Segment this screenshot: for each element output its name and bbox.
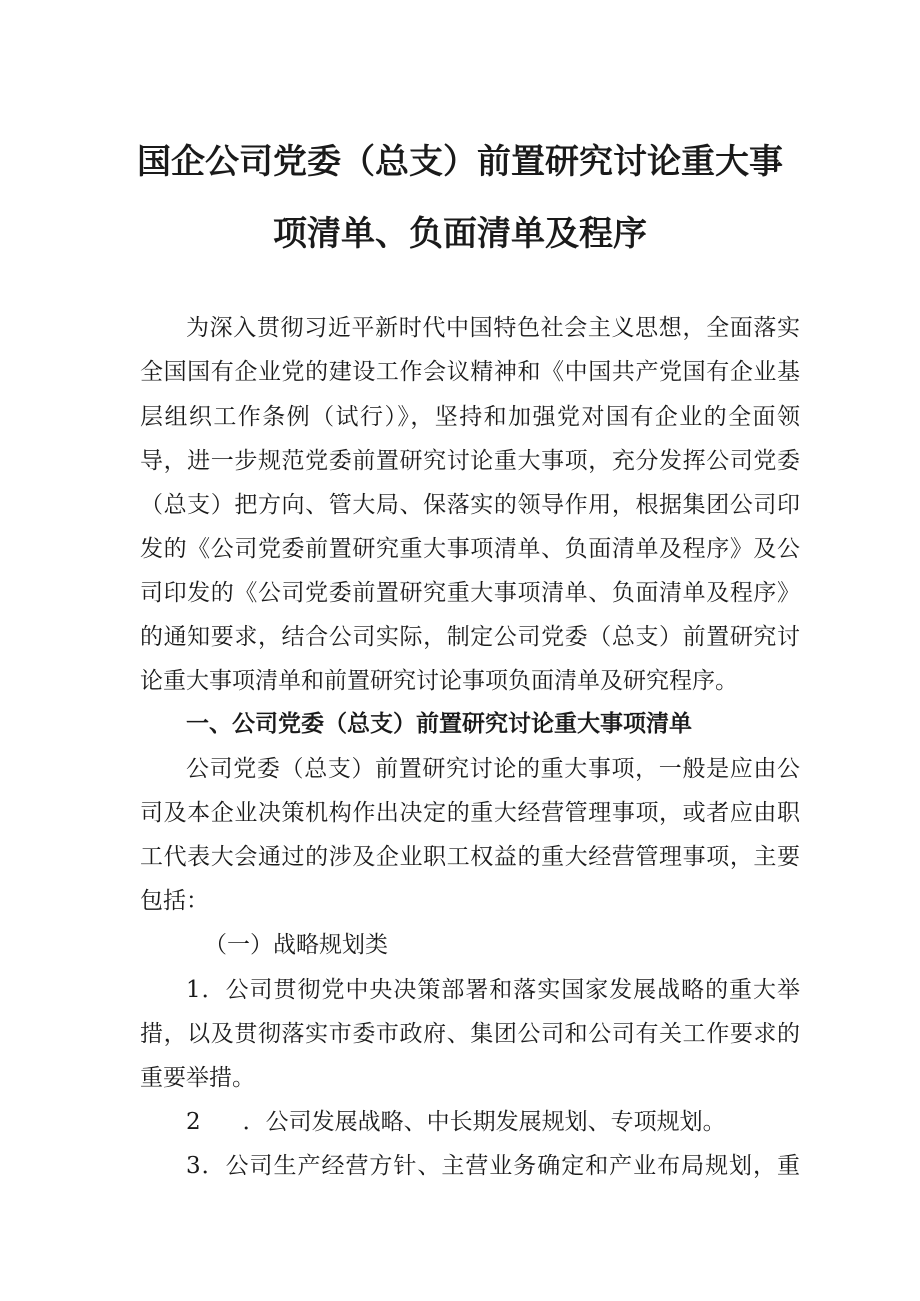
document-title-line-1: 国企公司党委（总支）前置研究讨论重大事 [137, 142, 783, 182]
intro-line: 发的《公司党委前置研究重大事项清单、负面清单及程序》及公 [140, 536, 800, 562]
intro-line: 的通知要求，结合公司实际，制定公司党委（总支）前置研究讨 [140, 624, 800, 650]
item-line: 1．公司贯彻党中央决策部署和落实国家发展战略的重大举 [186, 977, 800, 1003]
intro-line: 论重大事项清单和前置研究讨论事项负面清单及研究程序。 [140, 668, 738, 694]
section-line: 公司党委（总支）前置研究讨论的重大事项，一般是应由公 [186, 756, 800, 782]
intro-line: 层组织工作条例（试行）》，坚持和加强党对国有企业的全面领 [140, 404, 800, 430]
intro-line: 全国国有企业党的建设工作会议精神和《中国共产党国有企业基 [140, 359, 800, 385]
item-line: 3．公司生产经营方针、主营业务确定和产业布局规划，重 [186, 1153, 800, 1179]
item-2-text: ．公司发展战略、中长期发展规划、专项规划。 [242, 1109, 726, 1135]
item-2 [186, 1107, 726, 1137]
document-title-line-2: 项清单、负面清单及程序 [273, 214, 647, 254]
intro-line: 司印发的《公司党委前置研究重大事项清单、负面清单及程序》 [140, 580, 800, 606]
item-line: 重要举措。 [140, 1065, 255, 1091]
section-line: 工代表大会通过的涉及企业职工权益的重大经营管理事项，主要 [140, 844, 800, 870]
item-2-number: 2 [186, 1109, 201, 1135]
intro-line: 导，进一步规范党委前置研究讨论重大事项，充分发挥公司党委 [140, 448, 800, 474]
intro-line: （总支）把方向、管大局、保落实的领导作用，根据集团公司印 [140, 492, 800, 518]
item-line: 措，以及贯彻落实市委市政府、集团公司和公司有关工作要求的 [140, 1021, 800, 1047]
section-line: 司及本企业决策机构作出决定的重大经营管理事项，或者应由职 [140, 800, 800, 826]
section-heading: 一、公司党委（总支）前置研究讨论重大事项清单 [186, 711, 692, 737]
intro-line: 为深入贯彻习近平新时代中国特色社会主义思想，全面落实 [186, 315, 800, 341]
subsection-heading: （一）战略规划类 [204, 932, 388, 958]
section-line: 包括： [140, 888, 209, 914]
